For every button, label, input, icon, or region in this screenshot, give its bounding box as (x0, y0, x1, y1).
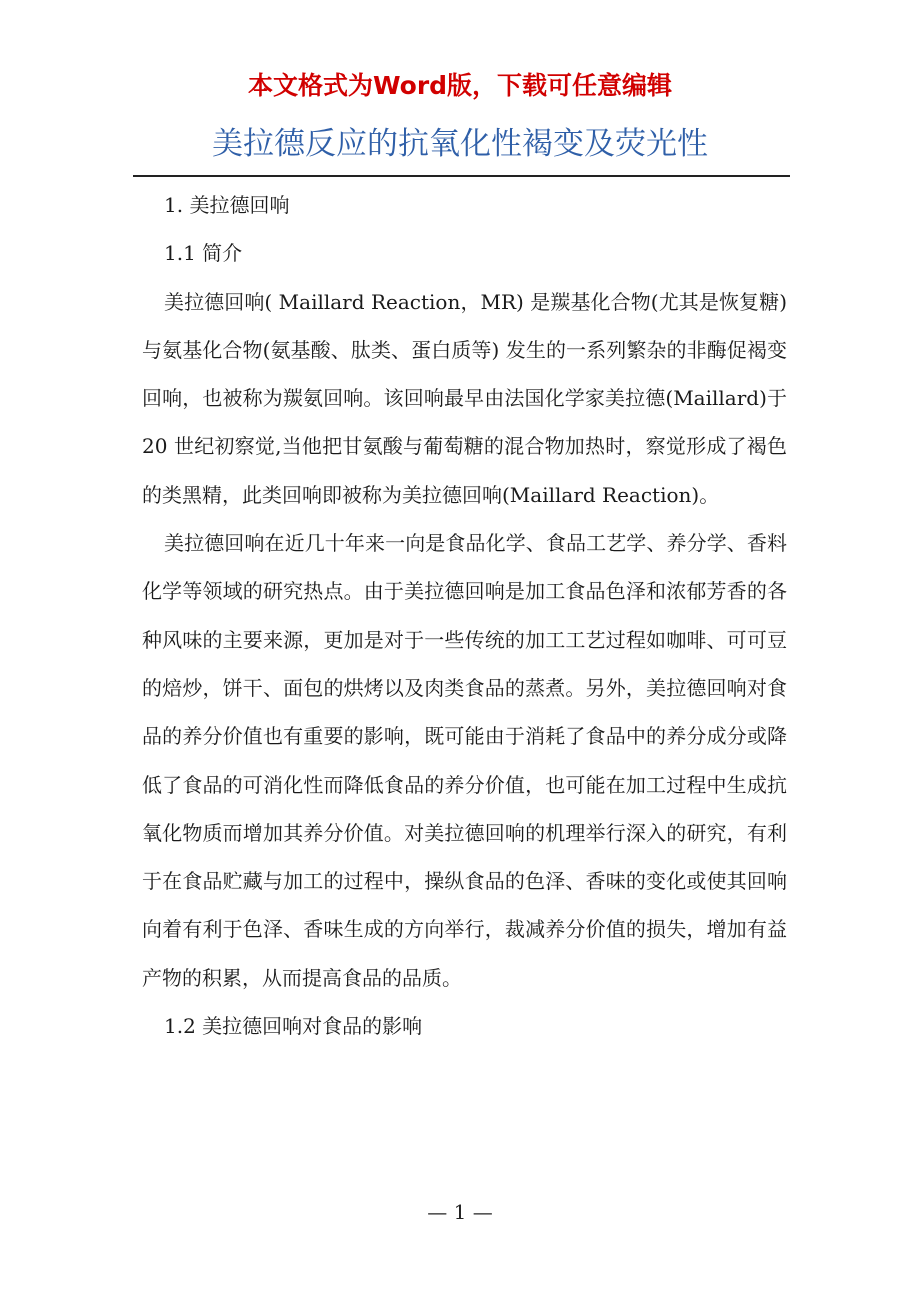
document-body (142, 181, 787, 1050)
word-format-banner: 本文格式为Word版，下载可任意编辑 (247, 71, 673, 100)
section-heading-1-1: 1.1 简介 (164, 241, 243, 266)
paragraph-introduction: 美拉德回响( Maillard Reaction，MR) 是羰基化合物(尤其是恢复糖)与氨基化合物(氨基酸、肽类、蛋白质等) 发生的一系列繁杂的非酶促褐变回响，也被称为羰氨回响。该回响最早由法国化学家美拉德(Maillard)于 20 世纪初察觉,当他把甘氨酸与葡萄糖的混合物加热时，察觉形成了褐色的类黑精，此类回响即被称为美拉德回响(Maillard Reaction)。 (142, 289, 787, 507)
document-title: 美拉德反应的抗氧化性褐变及荧光性 (212, 126, 708, 162)
paragraph-research-significance: 美拉德回响在近几十年来一向是食品化学、食品工艺学、养分学、香料化学等领域的研究热点。由于美拉德回响是加工食品色泽和浓郁芳香的各种风味的主要来源，更加是对于一些传统的加工工艺过程如咖啡、可可豆的焙炒，饼干、面包的烘烤以及肉类食品的蒸煮。另外，美拉德回响对食品的养分价值也有重要的影响，既可能由于消耗了食品中的养分成分或降低了食品的可消化性而降低食品的养分价值，也可能在加工过程中生成抗氧化物质而增加其养分价值。对美拉德回响的机理举行深入的研究，有利于在食品贮藏与加工的过程中，操纵食品的色泽、香味的变化或使其回响向着有利于色泽、香味生成的方向举行，裁减养分价值的损失，增加有益产物的积累，从而提高食品的品质。 (142, 531, 787, 990)
section-heading-1-2: 1.2 美拉德回响对食品的影响 (164, 1014, 423, 1039)
section-heading-1: 1. 美拉德回响 (164, 193, 290, 217)
page-number: — 1 — (427, 1200, 493, 1224)
title-divider (133, 175, 790, 177)
